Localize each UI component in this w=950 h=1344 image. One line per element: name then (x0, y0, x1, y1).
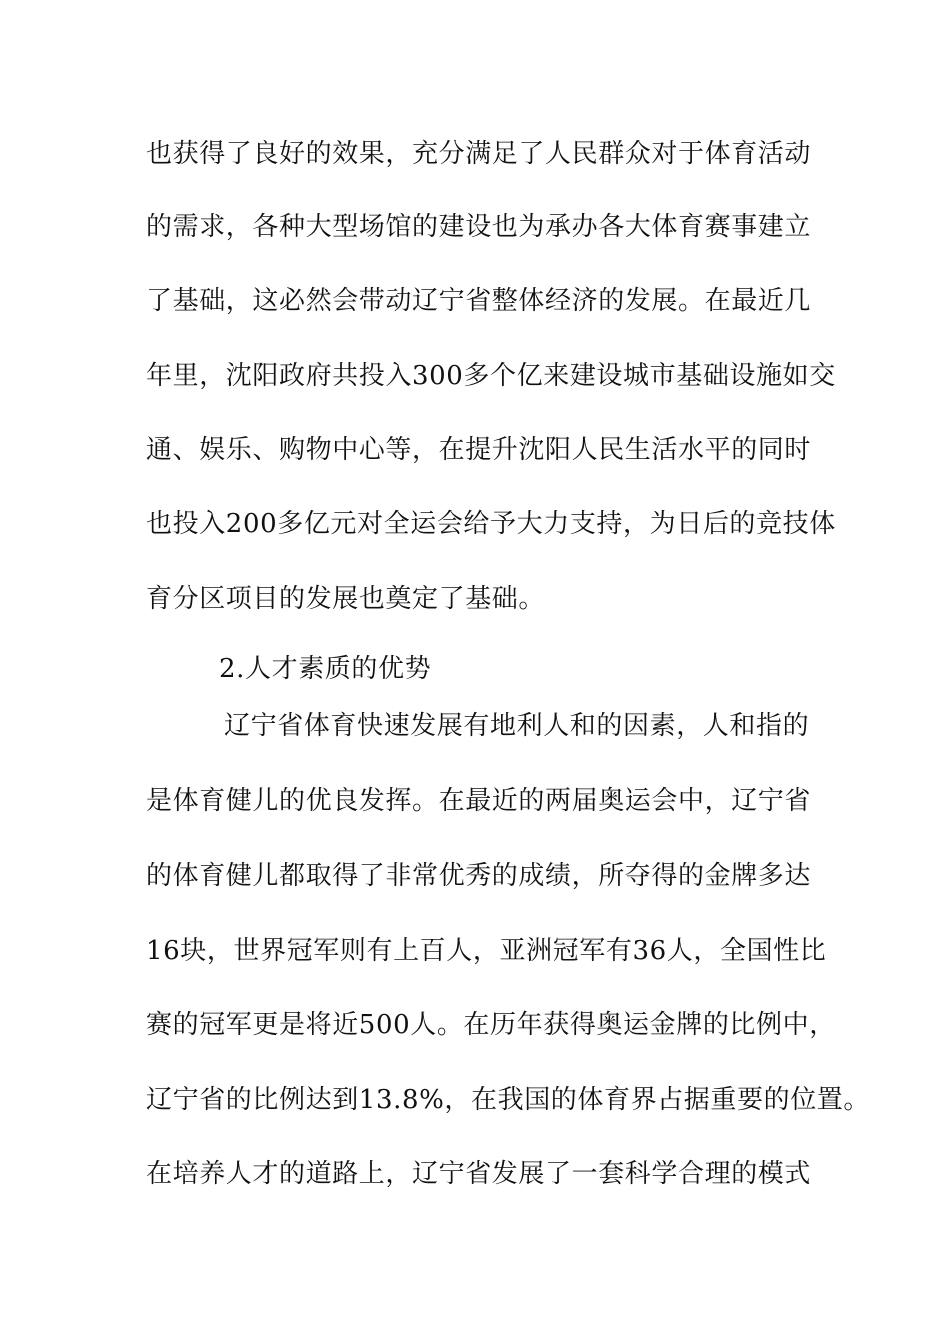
paragraph-line-3: 了基础，这必然会带动辽宁省整体经济的发展。在最近几 (146, 286, 812, 316)
paragraph-line-5: 通、娱乐、购物中心等，在提升沈阳人民生活水平的同时 (146, 435, 812, 465)
section-heading: 2.人才素质的优势 (219, 654, 432, 684)
paragraph-line-10: 是体育健儿的优良发挥。在最近的两届奥运会中，辽宁省 (146, 786, 812, 816)
paragraph-line-4: 年里，沈阳政府共投入300多个亿来建设城市基础设施如交 (146, 361, 836, 391)
paragraph-line-1: 也获得了良好的效果，充分满足了人民群众对于体育活动 (146, 139, 812, 169)
paragraph-line-12: 16块，世界冠军则有上百人，亚洲冠军有36人，全国性比 (146, 936, 827, 966)
paragraph-line-15: 在培养人才的道路上，辽宁省发展了一套科学合理的模式 (146, 1159, 812, 1189)
paragraph-line-13: 赛的冠军更是将近500人。在历年获得奥运金牌的比例中， (146, 1010, 836, 1040)
paragraph-line-14: 辽宁省的比例达到13.8%，在我国的体育界占据重要的位置。 (146, 1085, 870, 1115)
paragraph-line-6: 也投入200多亿元对全运会给予大力支持，为日后的竞技体 (146, 509, 836, 539)
paragraph-line-9: 辽宁省体育快速发展有地利人和的因素，人和指的 (224, 711, 810, 741)
paragraph-line-7: 育分区项目的发展也奠定了基础。 (146, 584, 546, 614)
paragraph-line-11: 的体育健儿都取得了非常优秀的成绩，所夺得的金牌多达 (146, 861, 812, 891)
paragraph-line-2: 的需求，各种大型场馆的建设也为承办各大体育赛事建立 (146, 212, 812, 242)
